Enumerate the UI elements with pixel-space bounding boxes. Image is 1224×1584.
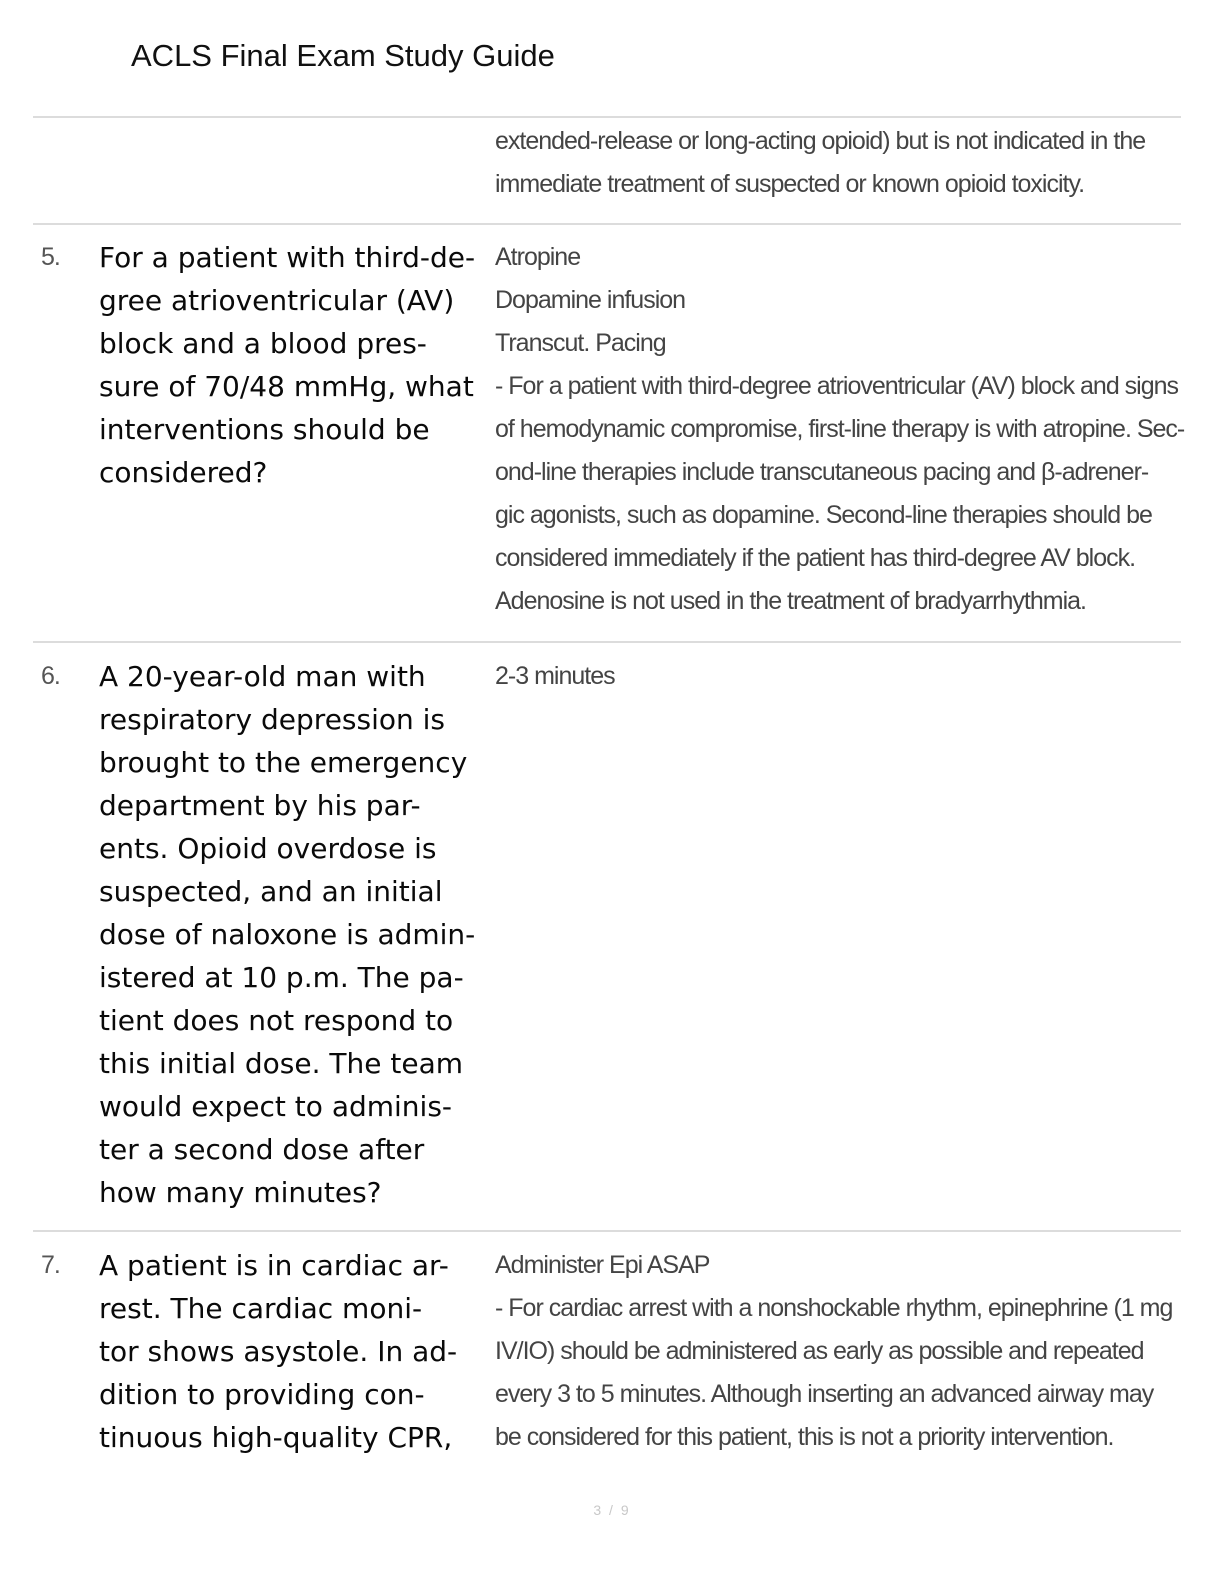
answer-line: - For cardiac arrest with a nonshockable rhythm, epinephrine (1 mg (495, 1294, 1173, 1322)
question-line: department by his par- (99, 789, 421, 822)
question-line: rest. The cardiac moni- (99, 1292, 423, 1325)
question-line: interventions should be (99, 413, 430, 446)
answer-line: extended-release or long-acting opioid) but is not indicated in the (495, 127, 1146, 155)
answer-line: 2-3 minutes (495, 662, 615, 690)
question-line: A patient is in cardiac ar- (99, 1249, 449, 1282)
divider (33, 641, 1181, 643)
answer-text (495, 236, 1185, 623)
question-line: dition to providing con- (99, 1378, 425, 1411)
answer-line: ond-line therapies include transcutaneous pacing and β-adrener- (495, 458, 1149, 486)
question-line: block and a blood pres- (99, 327, 427, 360)
question-number: 6. (41, 662, 60, 690)
question-line: tor shows asystole. In ad- (99, 1335, 458, 1368)
question-line: For a patient with third-de- (99, 241, 476, 274)
question-line: ents. Opioid overdose is (99, 832, 437, 865)
answer-line: every 3 to 5 minutes. Although inserting an advanced airway may (495, 1380, 1154, 1408)
page-number: 3 / 9 (593, 1502, 631, 1518)
question-text (99, 1244, 499, 1459)
answer-text (495, 120, 1181, 206)
question-line: istered at 10 p.m. The pa- (99, 961, 464, 994)
question-line: A 20-year-old man with (99, 660, 426, 693)
question-line: dose of naloxone is admin- (99, 918, 476, 951)
answer-line: gic agonists, such as dopamine. Second-line therapies should be (495, 501, 1152, 529)
question-line: sure of 70/48 mmHg, what (99, 370, 474, 403)
answer-line: immediate treatment of suspected or known opioid toxicity. (495, 170, 1085, 198)
page-title: ACLS Final Exam Study Guide (131, 38, 555, 73)
answer-line: Atropine (495, 243, 581, 271)
answer-line: considered immediately if the patient has third-degree AV block. (495, 544, 1136, 572)
answer-line: Administer Epi ASAP (495, 1251, 710, 1279)
answer-line: IV/IO) should be administered as early as possible and repeated (495, 1337, 1144, 1365)
question-line: gree atrioventricular (AV) (99, 284, 455, 317)
question-line: suspected, and an initial (99, 875, 443, 908)
question-number: 7. (41, 1251, 60, 1279)
answer-text (495, 1244, 1181, 1459)
answer-line: Adenosine is not used in the treatment of bradyarrhythmia. (495, 587, 1086, 615)
divider (33, 223, 1181, 225)
divider (33, 116, 1181, 118)
answer-line: be considered for this patient, this is not a priority intervention. (495, 1423, 1114, 1451)
question-line: would expect to adminis- (99, 1090, 453, 1123)
question-text (99, 655, 499, 1214)
question-number: 5. (41, 243, 60, 271)
answer-line: of hemodynamic compromise, first-line therapy is with atropine. Sec- (495, 415, 1185, 443)
answer-line: Transcut. Pacing (495, 329, 666, 357)
answer-text (495, 655, 1181, 698)
answer-line: - For a patient with third-degree atrioventricular (AV) block and signs (495, 372, 1179, 400)
question-line: this initial dose. The team (99, 1047, 464, 1080)
question-line: ter a second dose after (99, 1133, 425, 1166)
question-line: how many minutes? (99, 1176, 382, 1209)
answer-line: Dopamine infusion (495, 286, 686, 314)
question-line: considered? (99, 456, 268, 489)
question-text (99, 236, 499, 494)
question-line: respiratory depression is (99, 703, 446, 736)
question-line: tient does not respond to (99, 1004, 454, 1037)
question-line: brought to the emergency (99, 746, 468, 779)
divider (33, 1230, 1181, 1232)
question-line: tinuous high-quality CPR, (99, 1421, 453, 1454)
